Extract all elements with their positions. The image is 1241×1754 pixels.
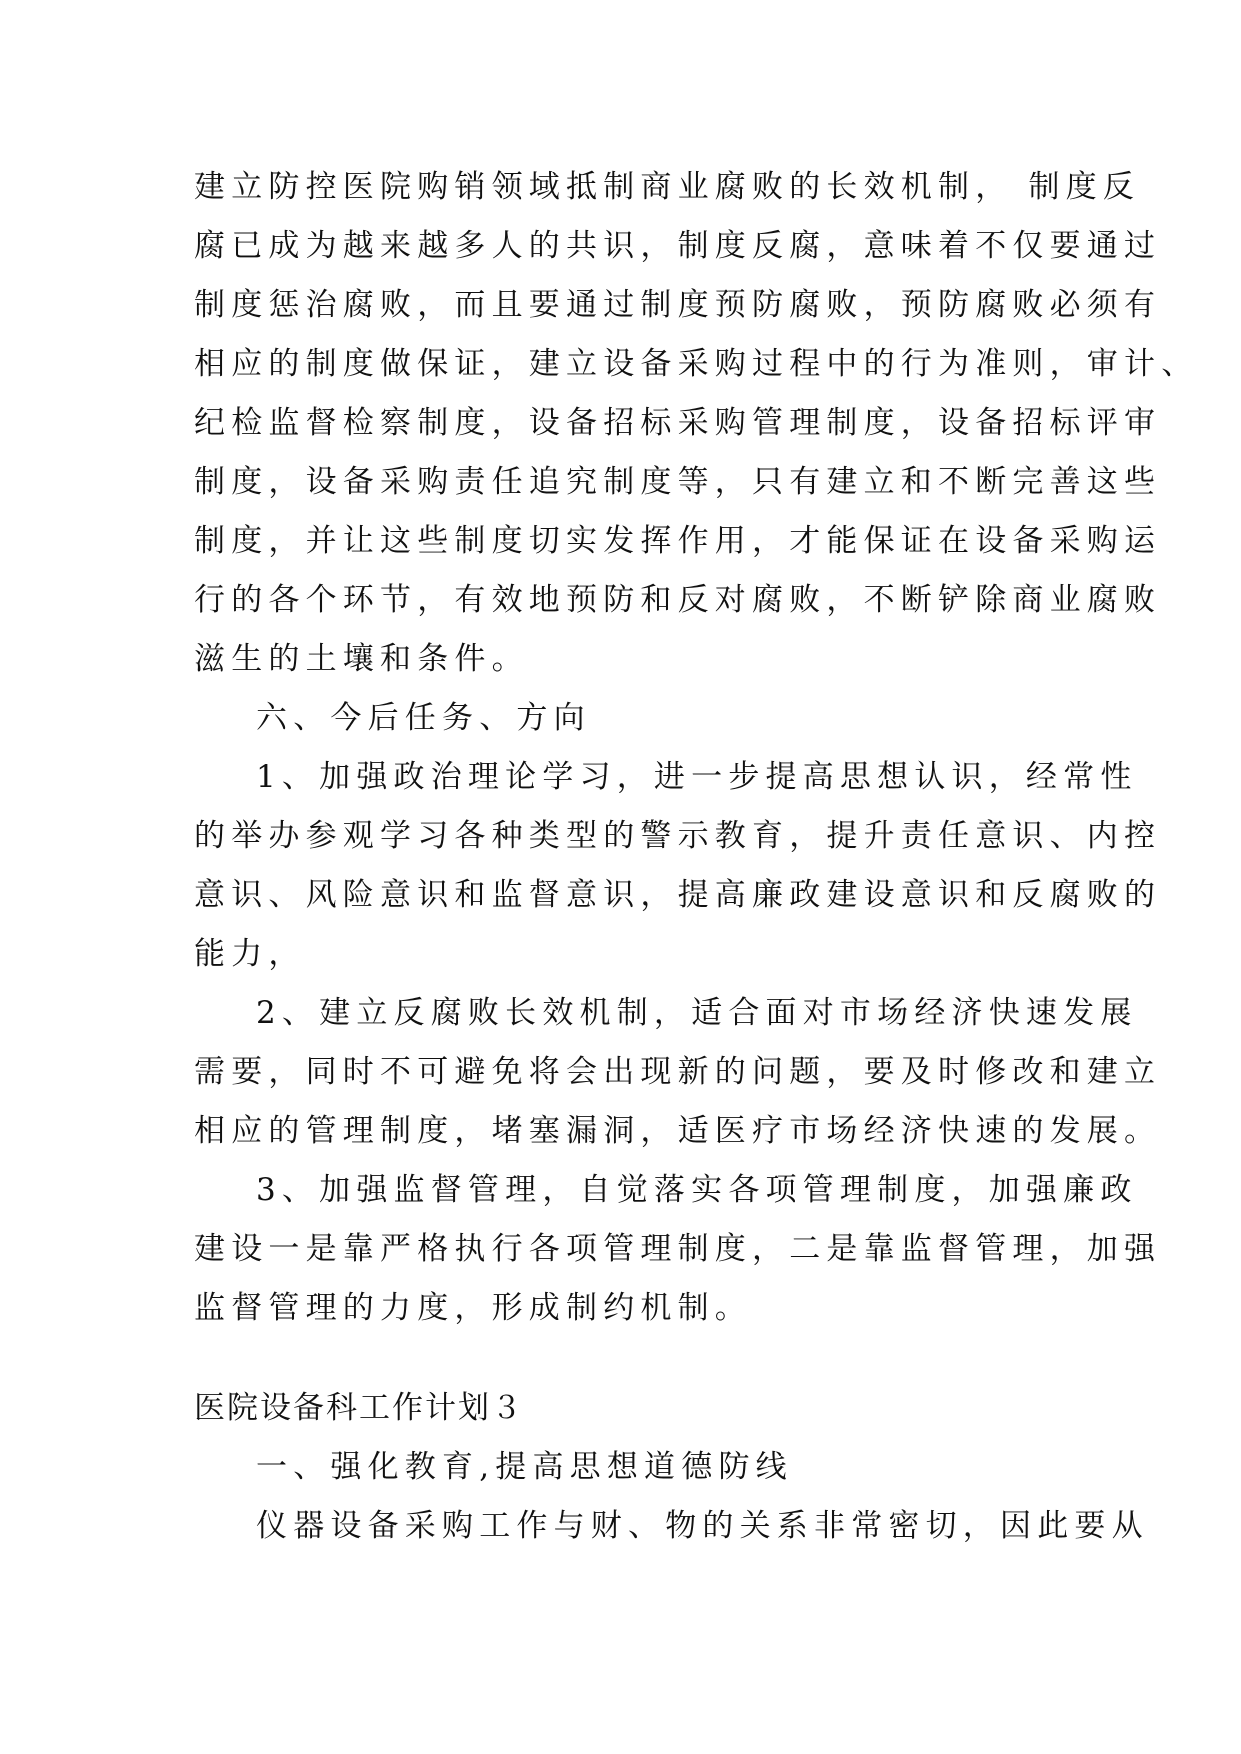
text-line: 制度，并让这些制度切实发挥作用，才能保证在设备采购运	[194, 523, 1162, 559]
list-item-2: 2、建立反腐败长效机制，适合面对市场经济快速发展	[256, 995, 1138, 1031]
document-title: 医院设备科工作计划３	[194, 1390, 524, 1426]
text-line: 相应的制度做保证，建立设备采购过程中的行为准则，审计、	[194, 346, 1199, 382]
list-item-1: 1、加强政治理论学习，进一步提高思想认识，经常性	[256, 759, 1138, 795]
text-line: 仪器设备采购工作与财、物的关系非常密切，因此要从	[256, 1508, 1149, 1544]
text-line: 滋生的土壤和条件。	[194, 641, 529, 677]
text-line: 腐已成为越来越多人的共识，制度反腐，意味着不仅要通过	[194, 228, 1162, 264]
text-line: 建设一是靠严格执行各项管理制度，二是靠监督管理，加强	[194, 1231, 1162, 1267]
text-line: 建立防控医院购销领域抵制商业腐败的长效机制， 制度反	[194, 169, 1141, 205]
section-heading: 一、强化教育,提高思想道德防线	[256, 1449, 793, 1485]
text-line: 需要，同时不可避免将会出现新的问题，要及时修改和建立	[194, 1054, 1162, 1090]
section-heading: 六、今后任务、方向	[256, 700, 591, 736]
text-line: 制度，设备采购责任追究制度等，只有建立和不断完善这些	[194, 464, 1162, 500]
list-item-3: 3、加强监督管理，自觉落实各项管理制度，加强廉政	[256, 1172, 1138, 1208]
text-line: 制度惩治腐败，而且要通过制度预防腐败，预防腐败必须有	[194, 287, 1162, 323]
text-line: 纪检监督检察制度，设备招标采购管理制度，设备招标评审	[194, 405, 1162, 441]
text-line: 监督管理的力度，形成制约机制。	[194, 1290, 752, 1326]
text-line: 行的各个环节，有效地预防和反对腐败，不断铲除商业腐败	[194, 582, 1162, 618]
text-line: 相应的管理制度，堵塞漏洞，适医疗市场经济快速的发展。	[194, 1113, 1162, 1149]
text-line: 能力，	[194, 936, 306, 972]
text-line: 意识、风险意识和监督意识，提高廉政建设意识和反腐败的	[194, 877, 1162, 913]
text-line: 的举办参观学习各种类型的警示教育，提升责任意识、内控	[194, 818, 1162, 854]
